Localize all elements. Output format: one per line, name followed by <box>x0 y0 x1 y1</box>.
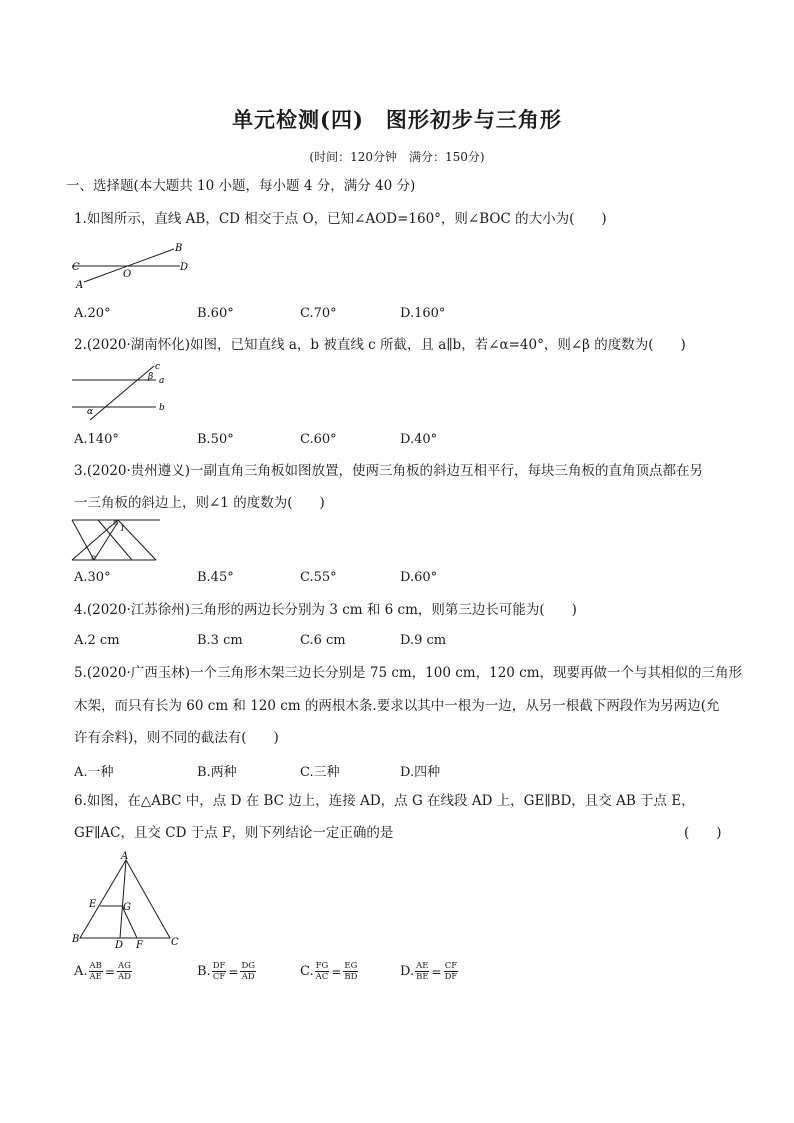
q1-option-c: C.70° <box>300 306 337 321</box>
question-1-stem: 1.如图所示，直线 AB，CD 相交于点 O，已知∠AOD=160°，则∠BOC 的大小为( ) <box>74 211 607 227</box>
q4-option-a: A.2 cm <box>74 633 120 648</box>
q4-option-b: B.3 cm <box>197 633 243 648</box>
q6-option-a: A. $\frac{AB}{AE}$ = $\frac{AG}{AD}$ <box>74 961 131 982</box>
q1-label-b: B <box>175 243 183 254</box>
q1-option-d: D.160° <box>400 306 446 321</box>
question-6-answer-paren: ( ) <box>684 825 722 841</box>
question-3-stem-line1: 3.(2020·贵州遵义)一副直角三角板如图放置，使两三角板的斜边互相平行，每块三角板的直角顶点都在另 <box>74 463 704 479</box>
q5-option-c: C.三种 <box>300 765 340 780</box>
q6-label-b: B <box>72 934 80 945</box>
q4-option-c: C.6 cm <box>300 633 346 648</box>
q2-option-a: A.140° <box>74 432 119 447</box>
exam-info: (时间：120分钟 满分：150分) <box>309 150 485 164</box>
q6-option-c: C. $\frac{FG}{AC}$ = $\frac{EG}{BD}$ <box>300 961 358 982</box>
q6-option-d: D. $\frac{AE}{BE}$ = $\frac{CF}{DF}$ <box>400 961 458 982</box>
q2-option-d: D.40° <box>400 432 438 447</box>
q2-label-beta: β <box>148 372 154 382</box>
q1-option-a: A.20° <box>74 306 111 321</box>
question-4-stem: 4.(2020·江苏徐州)三角形的两边长分别为 3 cm 和 6 cm，则第三边长可能为( ) <box>74 602 577 618</box>
q3-option-d: D.60° <box>400 570 438 585</box>
q2-label-alpha: α <box>87 407 94 417</box>
q2-label-b: b <box>159 403 165 413</box>
q6-option-b-letter: B. <box>197 964 211 979</box>
page-title: 单元检测(四) 图形初步与三角形 <box>232 107 562 132</box>
q3-option-b: B.45° <box>197 570 234 585</box>
q6-label-f: F <box>136 940 143 950</box>
question-5-stem-line1: 5.(2020·广西玉林)一个三角形木架三边长分别是 75 cm，100 cm，120 cm，现要再做一个与其相似的三角形 <box>74 665 743 681</box>
q3-option-c: C.55° <box>300 570 337 585</box>
section-heading: 一、选择题(本大题共 10 小题，每小题 4 分，满分 40 分) <box>66 178 416 194</box>
question-1-figure <box>70 242 194 290</box>
q2-option-b: B.50° <box>197 432 234 447</box>
q6-option-b-fraction-right: $\frac{DG}{AD}$ <box>241 961 256 982</box>
q2-label-a: a <box>159 376 165 386</box>
question-5-stem-line3: 许有余料)，则不同的截法有( ) <box>74 730 279 746</box>
q1-option-b: B.60° <box>197 306 234 321</box>
question-6-stem-line2: GF∥AC，且交 CD 于点 F，则下列结论一定正确的是 <box>74 825 394 841</box>
q6-option-c-fraction-left: $\frac{FG}{AC}$ <box>315 961 329 982</box>
q3-label-angle-1: 1 <box>120 524 126 533</box>
question-2-stem: 2.(2020·湖南怀化)如图，已知直线 a，b 被直线 c 所截，且 a∥b，若∠α=40°，则∠β 的度数为( ) <box>74 337 686 353</box>
q6-option-b: B. $\frac{DF}{CF}$ = $\frac{DG}{AD}$ <box>197 961 256 982</box>
q6-label-a: A <box>121 851 129 862</box>
q3-option-a: A.30° <box>74 570 111 585</box>
q1-label-o: O <box>123 269 132 280</box>
q6-option-d-fraction-left: $\frac{AE}{BE}$ <box>416 961 429 982</box>
question-6-stem-line1: 6.如图，在△ABC 中，点 D 在 BC 边上，连接 AD，点 G 在线段 AD 上，GE∥BD，且交 AB 于点 E， <box>74 793 695 809</box>
q2-label-c: c <box>155 362 161 372</box>
q4-option-d: D.9 cm <box>400 633 447 648</box>
q2-option-c: C.60° <box>300 432 337 447</box>
q6-option-a-fraction-left: $\frac{AB}{AE}$ <box>89 961 102 982</box>
q6-label-d: D <box>115 940 124 950</box>
q5-option-d: D.四种 <box>400 765 441 780</box>
question-5-stem-line2: 木架，而只有长为 60 cm 和 120 cm 的两根木条.要求以其中一根为一边，从另一根截下两段作为另两边(允 <box>74 698 720 714</box>
q6-option-d-letter: D. <box>400 964 415 979</box>
q6-option-c-fraction-right: $\frac{EG}{BD}$ <box>344 961 358 982</box>
q6-option-a-fraction-right: $\frac{AG}{AD}$ <box>117 961 131 982</box>
question-3-stem-line2: 一三角板的斜边上，则∠1 的度数为( ) <box>74 495 325 511</box>
q6-option-a-letter: A. <box>74 964 88 979</box>
q6-label-e: E <box>89 899 97 910</box>
q6-option-d-fraction-right: $\frac{CF}{DF}$ <box>444 961 458 982</box>
q6-label-c: C <box>171 937 179 948</box>
q1-label-c: C <box>72 262 80 273</box>
q1-label-d: D <box>180 262 189 273</box>
q6-label-g: G <box>123 902 131 913</box>
q6-option-c-letter: C. <box>300 964 314 979</box>
question-2-figure <box>70 362 174 422</box>
q5-option-a: A.一种 <box>74 765 114 780</box>
question-6-figure <box>70 848 186 950</box>
q1-label-a: A <box>76 280 84 290</box>
q6-option-b-fraction-left: $\frac{DF}{CF}$ <box>212 961 226 982</box>
question-3-figure <box>70 518 164 564</box>
q5-option-b: B.两种 <box>197 765 237 780</box>
